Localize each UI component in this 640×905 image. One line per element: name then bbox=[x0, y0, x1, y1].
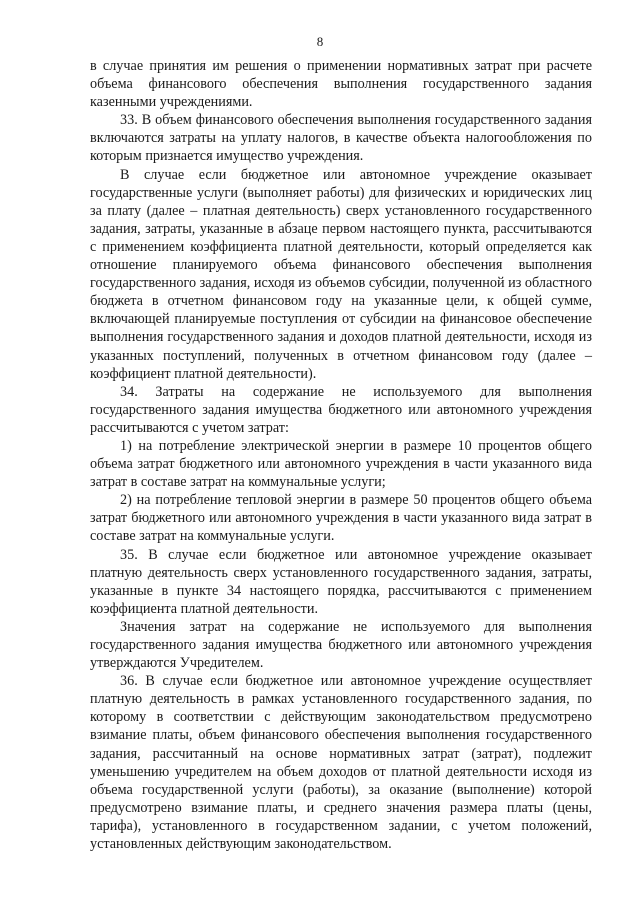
paragraph-35-values: Значения затрат на содержание не используемого для выполнения государственного задания имущества бюджетного или автономного учреждения утверждаются Учредителем. bbox=[90, 618, 592, 672]
paragraph-continuation: в случае принятия им решения о применении нормативных затрат при расчете объема финансового обеспечения выполнения государственного задания казенными учреждениями. bbox=[90, 58, 592, 111]
paragraph-33-paid-activity: В случае если бюджетное или автономное учреждение оказывает государственные услуги (выполняет работы) для физических и юридических лиц за плату (далее – платная деятельность) сверх установленного государственного задания, затраты, указанные в абзаце первом настоящего пункта, рассчитываются с применением коэффициента платной деятельности, который определяется как отношение планируемого объема финансового обеспечения выполнения государственного задания, исходя из объемов субсидии, полученной из областного бюджета в отчетном финансовом году на указанные цели, к общей сумме, включающей планируемые поступления от субсидии на финансовое обеспечение выполнения государственного задания и доходов платной деятельности, исходя из указанных поступлений, полученных в отчетном финансовом году (далее – коэффициент платной деятельности). bbox=[90, 166, 592, 382]
paragraph-34-item-1: 1) на потребление электрической энергии в размере 10 процентов общего объема затрат бюджетного или автономного учреждения в части указанного вида затрат в составе затрат на коммунальные услуги; bbox=[90, 437, 592, 491]
paragraph-36: 36. В случае если бюджетное или автономное учреждение осуществляет платную деятельность в рамках установленного государственного задания, по которому в соответствии с действующим законодательством предусмотрено взимание платы, объем финансового обеспечения выполнения государственного задания, рассчитанный на основе нормативных затрат (затрат), подлежит уменьшению учредителем на объем доходов от платной деятельности исходя из объема государственной услуги (работы), за оказание (выполнение) которой предусмотрено взимание платы, и среднего значения размера платы (цены, тарифа), установленного в государственном задании, с учетом положений, установленных действующим законодательством. bbox=[90, 673, 592, 853]
paragraph-33: 33. В объем финансового обеспечения выполнения государственного задания включаются затраты на уплату налогов, в качестве объекта налогообложения по которым признается имущество учреждения. bbox=[90, 112, 592, 165]
paragraph-34-item-2: 2) на потребление тепловой энергии в размере 50 процентов общего объема затрат бюджетного или автономного учреждения в части указанного вида затрат в составе затрат на коммунальные услуги. bbox=[90, 492, 592, 545]
page-number: 8 bbox=[316, 34, 324, 49]
document-body bbox=[90, 57, 592, 853]
paragraph-34: 34. Затраты на содержание не используемого для выполнения государственного задания имущества бюджетного или автономного учреждения рассчитываются с учетом затрат: bbox=[90, 383, 592, 436]
paragraph-35: 35. В случае если бюджетное или автономное учреждение оказывает платную деятельность сверх установленного государственного задания, затраты, указанные в пункте 34 настоящего порядка, рассчитываются с применением коэффициента платной деятельности. bbox=[90, 546, 592, 617]
